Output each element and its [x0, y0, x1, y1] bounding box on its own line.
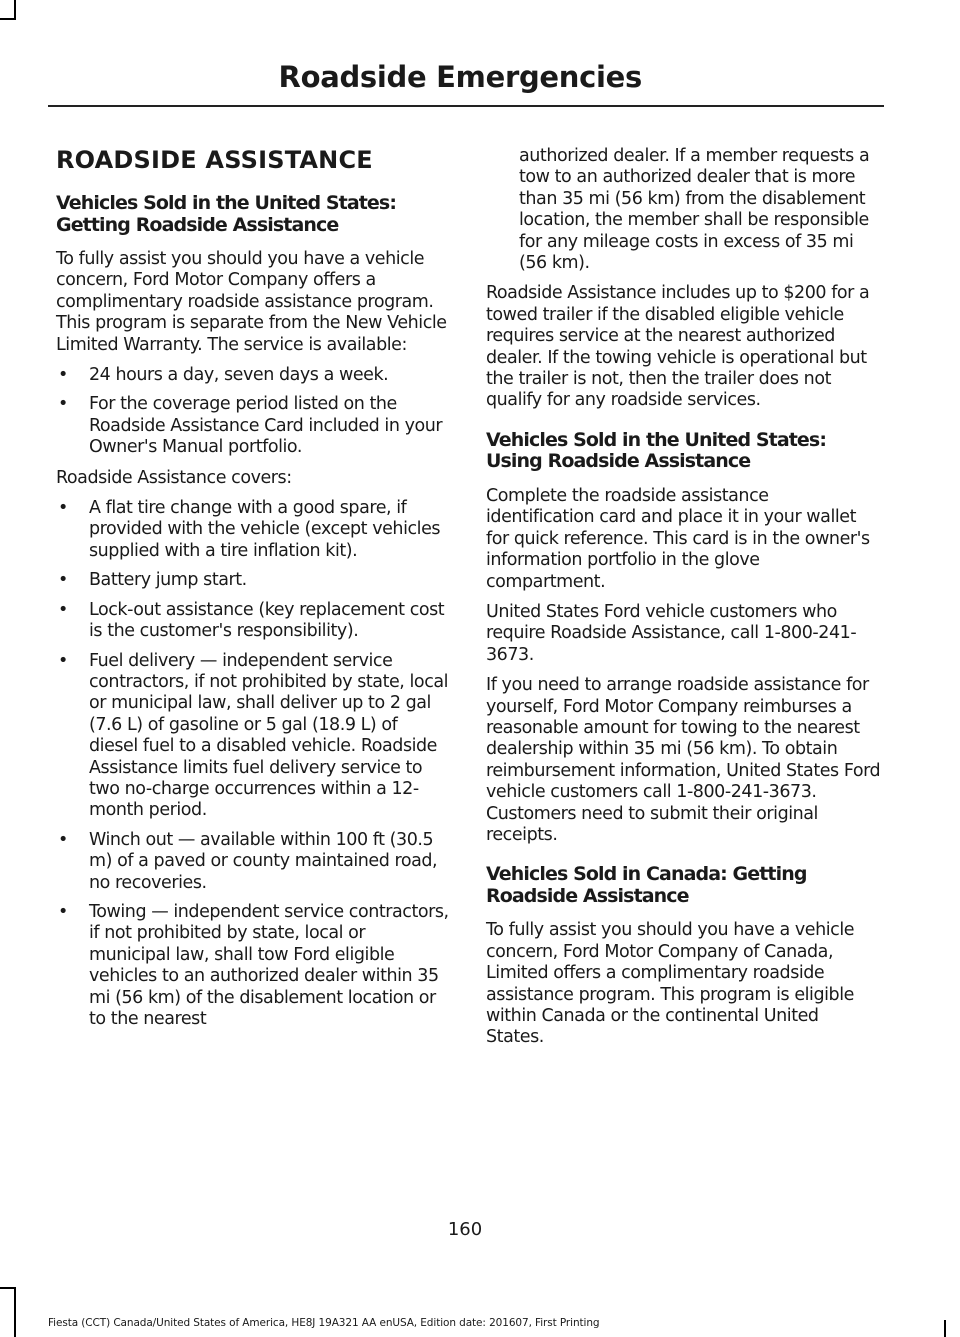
bullet-glyph: •: [58, 901, 68, 922]
list-item: • Winch out — available within 100 ft (30.5 m) of a paved or county maintained road, no recoveries.: [58, 829, 438, 893]
reimburse-paragraph: If you need to arrange roadside assistance for yourself, Ford Motor Company reimburses a reasonable amount for towing to the nearest dealership within 35 mi (56 km). To obtain reimbursement information, United States Ford vehicle customers call 1-800-241-3673. Customers need to submit their original receipts.: [486, 675, 881, 845]
crop-mark-top-left-horizontal: [0, 18, 16, 20]
subheading-us-getting-assistance: Vehicles Sold in the United States: Getting Roadside Assistance: [56, 192, 397, 236]
card-paragraph: Complete the roadside assistance identification card and place it in your wallet for quick reference. This card is in the owner's information portfolio in the glove compartment.: [486, 485, 870, 592]
canada-paragraph: To fully assist you should you have a vehicle concern, Ford Motor Company of Canada, Limited offers a complimentary roadside assistance program. This program is eligible within Canada or the continental United States.: [486, 920, 855, 1048]
bullet-glyph: •: [58, 829, 68, 850]
crop-mark-bottom-right: [944, 1320, 946, 1337]
page-header-title: Roadside Emergencies: [278, 60, 642, 94]
subheading-us-using-assistance: Vehicles Sold in the United States: Using Roadside Assistance: [486, 428, 827, 473]
footer-edition-text: Fiesta (CCT) Canada/United States of America, HE8J 19A321 AA enUSA, Edition date: 201607, First Printing: [48, 1317, 600, 1329]
bullet-glyph: •: [58, 570, 68, 591]
covers-label: Roadside Assistance covers:: [56, 467, 292, 488]
list-item: • For the coverage period listed on the Roadside Assistance Card included in your Owner's Manual portfolio.: [58, 394, 443, 458]
intro-paragraph: To fully assist you should you have a vehicle concern, Ford Motor Company offers a complimentary roadside assistance program. This program is separate from the New Vehicle Limited Warranty. The service is available:: [56, 249, 447, 355]
list-item: • 24 hours a day, seven days a week.: [58, 365, 389, 386]
subheading-canada-getting-assistance: Vehicles Sold in Canada: Getting Roadside Assistance: [486, 863, 807, 907]
section-title: ROADSIDE ASSISTANCE: [56, 146, 373, 174]
left-column: [56, 145, 451, 1039]
crop-mark-top-left: [14, 0, 16, 20]
list-item: • Towing — independent service contractors, if not prohibited by state, local or municipal law, shall tow Ford eligible vehicles to an authorized dealer within 35 mi (56 km) of the disablement location or to the nearest: [58, 901, 449, 1029]
bullet-glyph: •: [58, 650, 68, 671]
bullet-glyph: •: [58, 365, 68, 386]
trailer-paragraph: Roadside Assistance includes up to $200 for a towed trailer if the disabled eligible vehicle requires service at the nearest authorized dealer. If the towing vehicle is operational but the trailer is not, then the trailer does not qualify for any roadside services.: [486, 283, 870, 411]
towing-continued: authorized dealer. If a member requests a tow to an authorized dealer that is more than 35 mi (56 km) from the disablement location, the member shall be responsible for any mileage costs in excess of 35 mi (56 km).: [519, 146, 870, 274]
bullet-glyph: •: [58, 498, 68, 519]
header-rule: [48, 105, 884, 107]
bullet-glyph: •: [58, 394, 68, 415]
list-item: • Battery jump start.: [58, 570, 247, 591]
list-item: • Fuel delivery — independent service contractors, if not prohibited by state, local or municipal law, shall deliver up to 2 gal (7.6 L) of gasoline or 5 gal (18.9 L) of diesel fuel to a disabled vehicle. Roadside Assistance limits fuel delivery service to two no-charge occurrences within a 12-month period.: [58, 650, 449, 821]
availability-list: [56, 365, 451, 459]
crop-mark-bottom-left-horizontal: [0, 1287, 16, 1289]
right-column: [486, 146, 881, 1058]
bullet-glyph: •: [58, 599, 68, 620]
page-number: 160: [447, 1219, 483, 1240]
crop-mark-bottom-left: [14, 1287, 16, 1337]
call-paragraph: United States Ford vehicle customers who require Roadside Assistance, call 1-800-241-3673.: [486, 601, 857, 665]
list-item: • Lock-out assistance (key replacement cost is the customer's responsibility).: [58, 599, 445, 642]
covers-list: [56, 498, 451, 1030]
list-item: • A flat tire change with a good spare, if provided with the vehicle (except vehicles supplied with a tire inflation kit).: [58, 498, 441, 561]
